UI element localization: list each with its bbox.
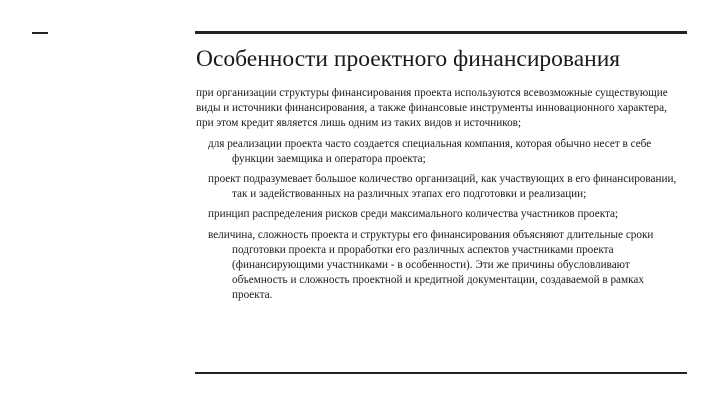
slide-body: [196, 86, 684, 304]
content-bottom-rule: [195, 372, 687, 374]
title-top-rule: [195, 31, 687, 34]
bullet-many-organizations: проект подразумевает большое количество организаций, как участвующих в его финансировании, так и задействованных на различных этапах его подготовки и реализации;: [208, 173, 677, 201]
slide-title: Особенности проектного финансирования: [196, 46, 621, 72]
bullet-risk-distribution: принцип распределения рисков среди максимального количества участников проекта;: [208, 208, 619, 221]
intro-paragraph: при организации структуры финансирования проекта используются всевозможные существующие виды и источники финансирования, а также финансовые инструменты инновационного характера, при этом кредит является лишь одним из таких видов и источников;: [196, 87, 668, 130]
bullet-special-company: для реализации проекта часто создается специальная компания, которая обычно несет в себе функции заемщика и оператора проекта;: [208, 137, 652, 165]
bullet-complexity: величина, сложность проекта и структуры его финансирования объясняют длительные сроки подготовки проекта и проработки его различных аспектов участниками проекта (финансирующими участниками - в особенности). Эти же причины обусловливают объемность и сложность проектной и кредитной документации, создаваемой в рамках проекта.: [208, 228, 654, 302]
corner-dash-mark: [32, 32, 48, 34]
